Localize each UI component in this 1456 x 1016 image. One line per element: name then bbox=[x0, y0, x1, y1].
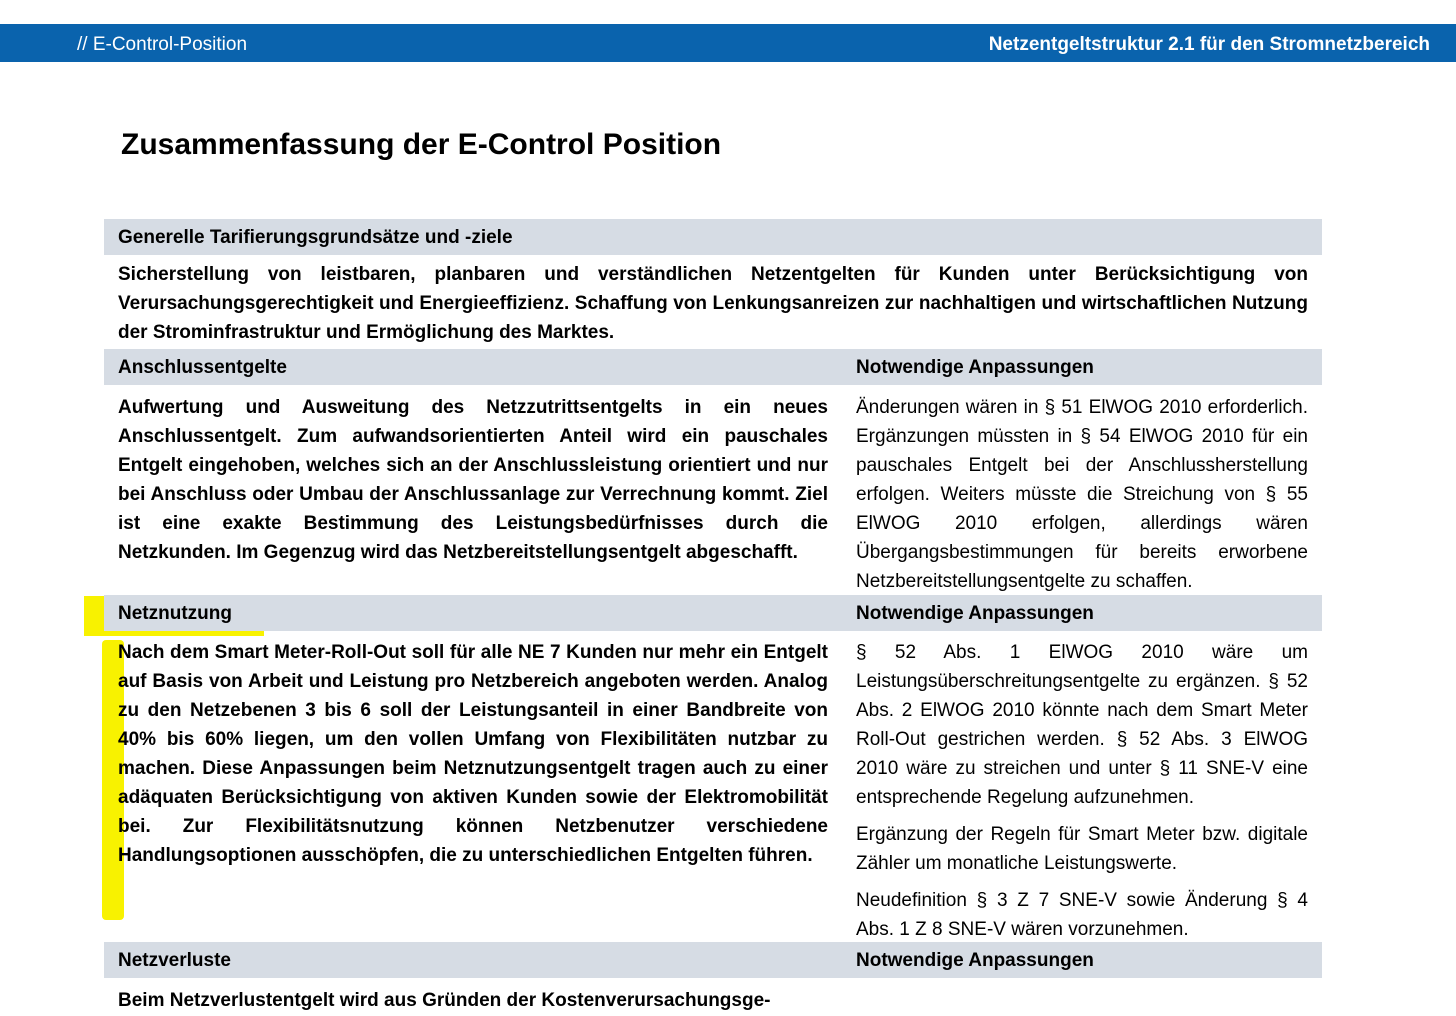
section-heading-netznutzung: Netznutzung bbox=[118, 603, 232, 624]
section-band-netznutzung bbox=[104, 595, 1322, 631]
header-right-label: Netzentgeltstruktur 2.1 für den Stromnetzbereich bbox=[988, 34, 1430, 55]
netznutzung-right-paragraph-3: Neudefinition § 3 Z 7 SNE-V sowie Änderung § 4 Abs. 1 Z 8 SNE-V wären vorzunehmen. bbox=[856, 890, 1308, 940]
anschluss-right-paragraph: Änderungen wären in § 51 ElWOG 2010 erforderlich. Ergänzungen müssten in § 54 ElWOG 2010 für ein pauschales Entgelt bei der Anschlussherstellung erfolgen. Weiters müsste die Streichung von § 55 ElWOG 2010 erfolgen, allerdings wären Übergangsbestimmungen für bereits erworbene Netzbereitstellungsentgelte zu schaffen. bbox=[856, 397, 1308, 592]
section-band-netzverluste bbox=[104, 942, 1322, 978]
document-header-bar bbox=[0, 24, 1456, 62]
section-band-general bbox=[104, 219, 1322, 255]
section-band-anschluss bbox=[104, 349, 1322, 385]
section-text-netznutzung bbox=[118, 638, 828, 870]
header-left-label: // E-Control-Position bbox=[77, 34, 248, 55]
section-heading-general: Generelle Tarifierungsgrundsätze und -ziele bbox=[118, 227, 513, 248]
netzverluste-paragraph: Beim Netzverlustentgelt wird aus Gründen der Kostenverursachungsge- bbox=[118, 990, 771, 1011]
section-text-netzverluste bbox=[118, 986, 838, 1015]
section-right-netznutzung bbox=[856, 638, 1308, 944]
section-text-general bbox=[118, 260, 1308, 347]
section-heading-anschluss: Anschlussentgelte bbox=[118, 357, 287, 378]
page-title: Zusammenfassung der E-Control Position bbox=[121, 128, 722, 161]
section-text-anschluss bbox=[118, 393, 828, 567]
netznutzung-right-paragraph-1: § 52 Abs. 1 ElWOG 2010 wäre um Leistungsüberschreitungsentgelte zu ergänzen. § 52 Abs. 2 ElWOG 2010 könnte nach dem Smart Meter Roll-Out gestrichen werden. § 52 Abs. 3 ElWOG 2010 wäre zu streichen und unter § 11 SNE-V eine entsprechende Regelung aufzunehmen. bbox=[856, 642, 1308, 808]
netznutzung-paragraph: Nach dem Smart Meter-Roll-Out soll für alle NE 7 Kunden nur mehr ein Entgelt auf Basis von Arbeit und Leistung pro Netzbereich angeboten werden. Analog zu den Netzebenen 3 bis 6 soll der Leistungsanteil in einer Bandbreite von 40% bis 60% liegen, um den vollen Umfang von Flexibilitäten nutzbar zu machen. Diese Anpassungen beim Netznutzungsentgelt tragen auch zu einer adäquaten Berücksichtigung von aktiven Kunden sowie der Elektromobilität bei. Zur Flexibilitätsnutzung können Netzbenutzer verschiedene Handlungsoptionen ausschöpfen, die zu unterschiedlichen Entgelten führen. bbox=[118, 642, 828, 866]
anschluss-paragraph: Aufwertung und Ausweitung des Netzzutrittsentgelts in ein neues Anschlussentgelt. Zum aufwandsorientierten Anteil wird ein pauschales Entgelt eingehoben, welches sich an der Anschlussleistung orientiert und nur bei Anschluss oder Umbau der Anschlussanlage zur Verrechnung kommt. Ziel ist eine exakte Bestimmung des Leistungsbedürfnisses durch die Netzkunden. Im Gegenzug wird das Netzbereitstellungsentgelt abgeschafft. bbox=[118, 397, 828, 563]
section-heading-netzverluste: Netzverluste bbox=[118, 950, 231, 971]
section-heading-netzverluste-right: Notwendige Anpassungen bbox=[856, 950, 1094, 971]
section-heading-anschluss-right: Notwendige Anpassungen bbox=[856, 357, 1094, 378]
section-right-anschluss bbox=[856, 393, 1308, 596]
section-heading-netznutzung-right: Notwendige Anpassungen bbox=[856, 603, 1094, 624]
general-paragraph: Sicherstellung von leistbaren, planbaren und verständlichen Netzentgelten für Kunden unter Berücksichtigung von Verursachungsgerechtigkeit und Energieeffizienz. Schaffung von Lenkungsanreizen zur nachhaltigen und wirtschaftlichen Nutzung der Strominfrastruktur und Ermöglichung des Marktes. bbox=[118, 264, 1308, 343]
netznutzung-right-paragraph-2: Ergänzung der Regeln für Smart Meter bzw. digitale Zähler um monatliche Leistungswerte. bbox=[856, 824, 1308, 874]
